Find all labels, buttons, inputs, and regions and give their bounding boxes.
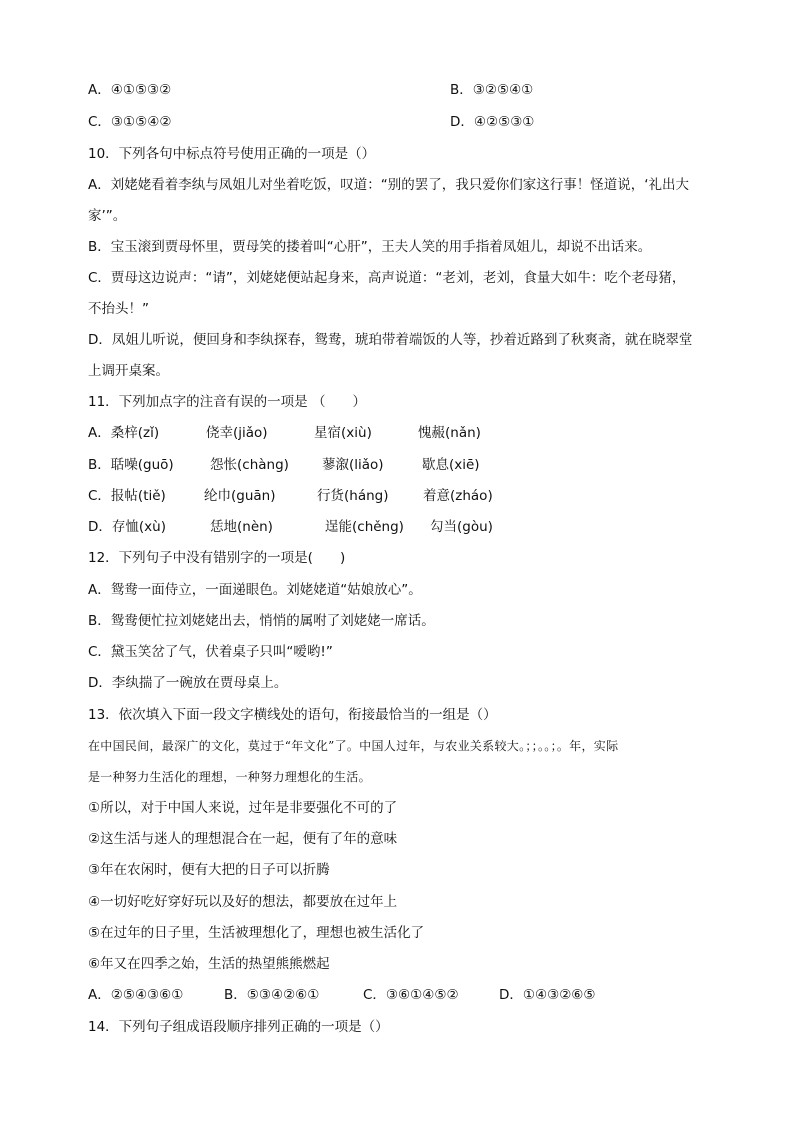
q11-c-word-4: 着意(zháo) — [423, 488, 493, 504]
q11-a-word-2: 侥幸(jiǎo) — [206, 425, 268, 441]
q11-d-word-3: 逞能(chěng) — [325, 519, 404, 535]
q11-stem: 11．下列加点字的注音有误的一项是 （ ） — [88, 394, 366, 410]
q10-option-c-line1[interactable]: C．贾母这边说声：“请”，刘姥姥便站起身来，高声说道：“老刘，老刘，食量大如牛：吃个老母猪， — [88, 270, 686, 286]
q12-stem: 12．下列句子中没有错别字的一项是( ) — [88, 550, 346, 566]
q13-sentence-5: ⑤在过年的日子里，生活被理想化了，理想也被生活化了 — [88, 925, 425, 941]
q12-option-a[interactable]: A．鸳鸯一面侍立，一面递眼色。刘姥姥道“姑娘放心”。 — [88, 582, 422, 598]
q11-a-word-4: 愧赧(nǎn) — [418, 425, 481, 441]
q10-option-d-line2[interactable]: 上调开桌案。 — [88, 363, 169, 379]
q13-passage-line1: 在中国民间，最深广的文化，莫过于“年文化”了。中国人过年，与农业关系较大。；；。。；。年，实际 — [88, 739, 619, 753]
q13-stem: 13．依次填入下面一段文字横线处的语句，衔接最恰当的一组是（） — [88, 707, 497, 723]
q11-d-word-2: 恁地(nèn) — [210, 519, 273, 535]
q10-option-c-line2[interactable]: 不抬头！” — [88, 301, 149, 317]
q13-option-c[interactable]: C．③⑥①④⑤② — [363, 987, 459, 1003]
q10-option-d-line1[interactable]: D．凤姐儿听说，便回身和李纨探春，鸳鸯，琥珀带着端饭的人等，抄着近路到了秋爽斋，就在晓翠堂 — [88, 332, 693, 348]
q13-sentence-4: ④一切好吃好穿好玩以及好的想法，都要放在过年上 — [88, 894, 398, 910]
q11-c-word-2: 纶巾(guān) — [204, 488, 276, 504]
q13-sentence-6: ⑥年又在四季之始，生活的热望熊熊燃起 — [88, 956, 330, 972]
q11-c-word-1: C．报帖(tiě) — [88, 488, 166, 504]
q9-option-a[interactable]: A．④①⑤③② — [88, 82, 172, 98]
q11-b-word-1: B．聒噪(guō) — [88, 457, 174, 473]
q13-option-a[interactable]: A．②⑤④③⑥① — [88, 987, 184, 1003]
q9-option-b[interactable]: B．③②⑤④① — [450, 82, 534, 98]
q12-option-b[interactable]: B．鸳鸯便忙拉刘姥姥出去，悄悄的属咐了刘姥姥一席话。 — [88, 613, 435, 629]
q9-options-row-1 — [88, 80, 754, 100]
q13-sentence-1: ①所以，对于中国人来说，过年是非要强化不可的了 — [88, 800, 398, 816]
q11-c-word-3: 行货(háng) — [317, 488, 389, 504]
q13-sentence-2: ②这生活与迷人的理想混合在一起，便有了年的意味 — [88, 831, 398, 847]
q9-option-c[interactable]: C．③①⑤④② — [88, 114, 172, 130]
q11-b-word-4: 歇息(xiē) — [422, 457, 480, 473]
q10-option-a-line1[interactable]: A．刘姥姥看着李纨与凤姐儿对坐着吃饭，叹道：“别的罢了，我只爱你们家这行事！怪道说，‘礼出大 — [88, 177, 690, 193]
q10-stem: 10．下列各句中标点符号使用正确的一项是（） — [88, 146, 376, 162]
q11-a-word-1: A．桑梓(zǐ) — [88, 425, 160, 441]
q11-a-word-3: 星宿(xiù) — [314, 425, 372, 441]
q14-stem: 14．下列句子组成语段顺序排列正确的一项是（） — [88, 1019, 389, 1035]
q11-b-word-2: 怨怅(chàng) — [210, 457, 289, 473]
q9-options-row-2 — [88, 112, 754, 132]
q13-sentence-3: ③年在农闲时，便有大把的日子可以折腾 — [88, 862, 330, 878]
q10-option-a-line2[interactable]: 家’”。 — [88, 208, 127, 224]
q13-passage-line2: 是一种努力生活化的理想，一种努力理想化的生活。 — [88, 770, 371, 784]
q10-option-b[interactable]: B．宝玉滚到贾母怀里，贾母笑的搂着叫“心肝”，王夫人笑的用手指着凤姐儿，却说不出话来。 — [88, 239, 652, 255]
q12-option-d[interactable]: D．李纨揣了一碗放在贾母桌上。 — [88, 675, 288, 691]
q13-option-d[interactable]: D．①④③②⑥⑤ — [499, 987, 596, 1003]
q11-b-word-3: 蓼溆(liǎo) — [322, 457, 384, 473]
q12-option-c[interactable]: C．黛玉笑岔了气，伏着桌子只叫“嗳哟!” — [88, 644, 333, 660]
q9-option-d[interactable]: D．④②⑤③① — [450, 114, 535, 130]
q11-d-word-1: D．存恤(xù) — [88, 519, 166, 535]
q11-d-word-4: 勾当(gòu) — [430, 519, 493, 535]
q13-option-b[interactable]: B．⑤③④②⑥① — [224, 987, 320, 1003]
